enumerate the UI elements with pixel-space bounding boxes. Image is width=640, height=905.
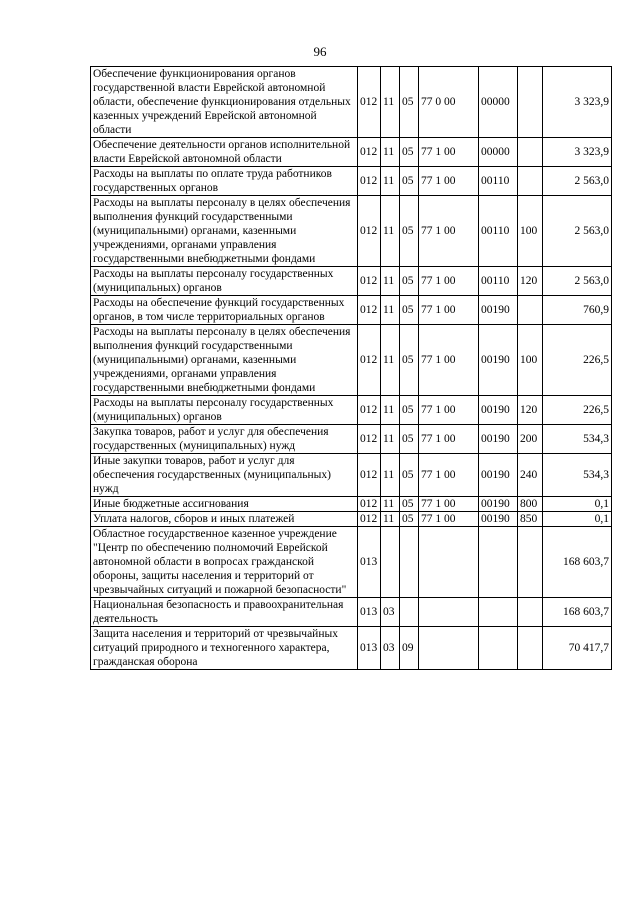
section-code: 11 bbox=[381, 196, 400, 267]
ministry-code: 012 bbox=[358, 325, 381, 396]
table-row bbox=[91, 396, 612, 425]
ministry-code: 012 bbox=[358, 396, 381, 425]
program-code: 77 1 00 bbox=[419, 267, 479, 296]
expense-type-code: 800 bbox=[518, 497, 543, 512]
expense-type-code bbox=[518, 67, 543, 138]
subsection-code: 05 bbox=[400, 325, 419, 396]
ministry-code: 012 bbox=[358, 196, 381, 267]
program-code: 77 1 00 bbox=[419, 425, 479, 454]
section-code: 11 bbox=[381, 497, 400, 512]
program-code: 77 1 00 bbox=[419, 454, 479, 497]
row-name: Расходы на выплаты персоналу государственных (муниципальных) органов bbox=[91, 267, 358, 296]
subsection-code: 05 bbox=[400, 296, 419, 325]
ministry-code: 012 bbox=[358, 67, 381, 138]
ministry-code: 013 bbox=[358, 598, 381, 627]
table-row bbox=[91, 325, 612, 396]
table-row bbox=[91, 627, 612, 670]
expense-type-code: 120 bbox=[518, 396, 543, 425]
section-code: 11 bbox=[381, 138, 400, 167]
section-code: 11 bbox=[381, 425, 400, 454]
section-code: 11 bbox=[381, 396, 400, 425]
section-code: 11 bbox=[381, 167, 400, 196]
row-name: Расходы на выплаты персоналу в целях обеспечения выполнения функций государственными (муниципальными) органами, казенными учреждениями, органами управления государственными внебюджетными фондами bbox=[91, 196, 358, 267]
table-row bbox=[91, 267, 612, 296]
direction-code bbox=[479, 527, 518, 598]
program-code bbox=[419, 627, 479, 670]
expense-type-code bbox=[518, 167, 543, 196]
expense-type-code: 200 bbox=[518, 425, 543, 454]
expense-type-code bbox=[518, 138, 543, 167]
row-name: Расходы на выплаты персоналу государственных (муниципальных) органов bbox=[91, 396, 358, 425]
amount: 2 563,0 bbox=[543, 196, 612, 267]
direction-code: 00000 bbox=[479, 67, 518, 138]
section-code: 11 bbox=[381, 267, 400, 296]
row-name: Расходы на выплаты по оплате труда работников государственных органов bbox=[91, 167, 358, 196]
table-row bbox=[91, 425, 612, 454]
table-row bbox=[91, 512, 612, 527]
amount: 2 563,0 bbox=[543, 167, 612, 196]
amount: 534,3 bbox=[543, 425, 612, 454]
program-code: 77 1 00 bbox=[419, 396, 479, 425]
direction-code: 00190 bbox=[479, 512, 518, 527]
program-code: 77 1 00 bbox=[419, 196, 479, 267]
ministry-code: 012 bbox=[358, 425, 381, 454]
program-code: 77 1 00 bbox=[419, 325, 479, 396]
row-name: Расходы на выплаты персоналу в целях обеспечения выполнения функций государственными (муниципальными) органами, казенными учреждениями, органами управления государственными внебюджетными фондами bbox=[91, 325, 358, 396]
ministry-code: 012 bbox=[358, 512, 381, 527]
direction-code: 00110 bbox=[479, 167, 518, 196]
amount: 0,1 bbox=[543, 512, 612, 527]
amount: 0,1 bbox=[543, 497, 612, 512]
amount: 226,5 bbox=[543, 325, 612, 396]
subsection-code: 05 bbox=[400, 497, 419, 512]
amount: 226,5 bbox=[543, 396, 612, 425]
program-code: 77 1 00 bbox=[419, 296, 479, 325]
program-code: 77 1 00 bbox=[419, 167, 479, 196]
ministry-code: 012 bbox=[358, 296, 381, 325]
table-row bbox=[91, 67, 612, 138]
ministry-code: 012 bbox=[358, 497, 381, 512]
row-name: Иные бюджетные ассигнования bbox=[91, 497, 358, 512]
subsection-code: 09 bbox=[400, 627, 419, 670]
section-code bbox=[381, 527, 400, 598]
section-code: 11 bbox=[381, 296, 400, 325]
section-code: 11 bbox=[381, 454, 400, 497]
amount: 534,3 bbox=[543, 454, 612, 497]
expense-type-code bbox=[518, 598, 543, 627]
table-row bbox=[91, 497, 612, 512]
expense-type-code: 850 bbox=[518, 512, 543, 527]
row-name: Обеспечение функционирования органов государственной власти Еврейской автономной области, обеспечение функционирования отдельных казенных учреждений Еврейской автономной области bbox=[91, 67, 358, 138]
program-code: 77 1 00 bbox=[419, 138, 479, 167]
section-code: 11 bbox=[381, 67, 400, 138]
ministry-code: 012 bbox=[358, 267, 381, 296]
section-code: 03 bbox=[381, 627, 400, 670]
direction-code: 00190 bbox=[479, 396, 518, 425]
direction-code: 00190 bbox=[479, 325, 518, 396]
table-row bbox=[91, 196, 612, 267]
amount: 70 417,7 bbox=[543, 627, 612, 670]
subsection-code: 05 bbox=[400, 425, 419, 454]
expense-type-code: 100 bbox=[518, 196, 543, 267]
table-row bbox=[91, 296, 612, 325]
row-name: Национальная безопасность и правоохранительная деятельность bbox=[91, 598, 358, 627]
row-name: Закупка товаров, работ и услуг для обеспечения государственных (муниципальных) нужд bbox=[91, 425, 358, 454]
direction-code bbox=[479, 598, 518, 627]
subsection-code: 05 bbox=[400, 196, 419, 267]
amount: 168 603,7 bbox=[543, 598, 612, 627]
subsection-code: 05 bbox=[400, 396, 419, 425]
ministry-code: 012 bbox=[358, 138, 381, 167]
direction-code: 00000 bbox=[479, 138, 518, 167]
row-name: Расходы на обеспечение функций государственных органов, в том числе территориальных органов bbox=[91, 296, 358, 325]
section-code: 11 bbox=[381, 325, 400, 396]
program-code: 77 0 00 bbox=[419, 67, 479, 138]
program-code bbox=[419, 527, 479, 598]
amount: 3 323,9 bbox=[543, 138, 612, 167]
expense-type-code bbox=[518, 527, 543, 598]
table-row bbox=[91, 598, 612, 627]
amount: 168 603,7 bbox=[543, 527, 612, 598]
subsection-code: 05 bbox=[400, 267, 419, 296]
direction-code: 00110 bbox=[479, 196, 518, 267]
table-row bbox=[91, 527, 612, 598]
table-row bbox=[91, 167, 612, 196]
direction-code: 00190 bbox=[479, 425, 518, 454]
row-name: Областное государственное казенное учреждение "Центр по обеспечению полномочий Еврейской автономной области в вопросах гражданской обороны, защиты населения и территорий от чрезвычайных ситуаций и пожарной безопасности" bbox=[91, 527, 358, 598]
direction-code bbox=[479, 627, 518, 670]
direction-code: 00190 bbox=[479, 497, 518, 512]
subsection-code: 05 bbox=[400, 67, 419, 138]
subsection-code: 05 bbox=[400, 138, 419, 167]
expense-type-code: 100 bbox=[518, 325, 543, 396]
subsection-code bbox=[400, 598, 419, 627]
table-row bbox=[91, 454, 612, 497]
ministry-code: 012 bbox=[358, 454, 381, 497]
section-code: 11 bbox=[381, 512, 400, 527]
page-number: 96 bbox=[313, 44, 327, 59]
expense-type-code: 240 bbox=[518, 454, 543, 497]
program-code bbox=[419, 598, 479, 627]
program-code: 77 1 00 bbox=[419, 512, 479, 527]
table-row bbox=[91, 138, 612, 167]
ministry-code: 012 bbox=[358, 167, 381, 196]
expense-type-code: 120 bbox=[518, 267, 543, 296]
expense-type-code bbox=[518, 627, 543, 670]
row-name: Иные закупки товаров, работ и услуг для обеспечения государственных (муниципальных) нужд bbox=[91, 454, 358, 497]
subsection-code: 05 bbox=[400, 512, 419, 527]
subsection-code bbox=[400, 527, 419, 598]
row-name: Обеспечение деятельности органов исполнительной власти Еврейской автономной области bbox=[91, 138, 358, 167]
amount: 3 323,9 bbox=[543, 67, 612, 138]
amount: 760,9 bbox=[543, 296, 612, 325]
amount: 2 563,0 bbox=[543, 267, 612, 296]
expense-type-code bbox=[518, 296, 543, 325]
section-code: 03 bbox=[381, 598, 400, 627]
budget-table-body bbox=[91, 67, 612, 670]
direction-code: 00110 bbox=[479, 267, 518, 296]
direction-code: 00190 bbox=[479, 296, 518, 325]
row-name: Уплата налогов, сборов и иных платежей bbox=[91, 512, 358, 527]
ministry-code: 013 bbox=[358, 627, 381, 670]
ministry-code: 013 bbox=[358, 527, 381, 598]
budget-table bbox=[90, 66, 612, 670]
direction-code: 00190 bbox=[479, 454, 518, 497]
subsection-code: 05 bbox=[400, 167, 419, 196]
row-name: Защита населения и территорий от чрезвычайных ситуаций природного и техногенного характера, гражданская оборона bbox=[91, 627, 358, 670]
subsection-code: 05 bbox=[400, 454, 419, 497]
program-code: 77 1 00 bbox=[419, 497, 479, 512]
